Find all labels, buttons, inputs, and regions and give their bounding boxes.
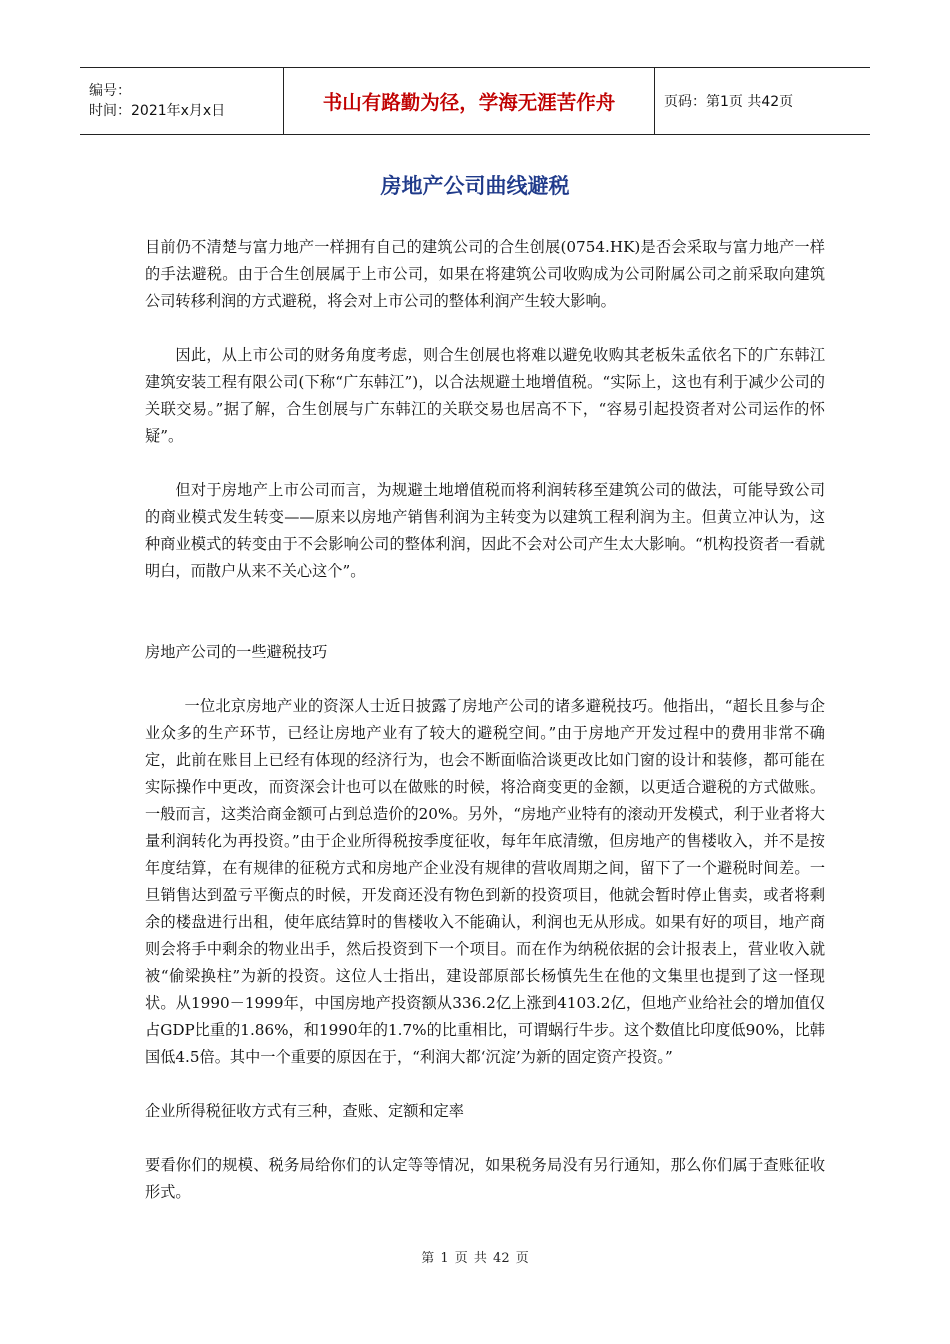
paragraph-3: 但对于房地产上市公司而言，为规避土地增值税而将利润转移至建筑公司的做法，可能导致公司的商业模式发生转变——原来以房地产销售利润为主转变为以建筑工程利润为主。但黄立冲认为，这种商业模式的转变由于不会影响公司的整体利润，因此不会对公司产生太大影响。“机构投资者一看就明白，而散户从来不关心这个”。 [145,481,825,580]
document-title: 房地产公司曲线避税 [380,174,570,198]
header-table [80,67,870,135]
header-motto-cell [283,68,655,134]
header-page-cell [655,68,870,134]
paragraph-5: 企业所得税征收方式有三种，查账、定额和定率 [145,1102,464,1120]
header-info-cell [80,68,283,134]
paragraph-1: 目前仍不清楚与富力地产一样拥有自己的建筑公司的合生创展(0754.HK)是否会采取与富力地产一样的手法避税。由于合生创展属于上市公司，如果在将建筑公司收购成为公司附属公司之前采取向建筑公司转移利润的方式避税，将会对上市公司的整体利润产生较大影响。 [145,238,825,310]
paragraph-4: 一位北京房地产业的资深人士近日披露了房地产公司的诸多避税技巧。他指出，“超长且参与企业众多的生产环节，已经让房地产业有了较大的避税空间。”由于房地产开发过程中的费用非常不确定，此前在账目上已经有体现的经济行为，也会不断面临洽谈更改比如门窗的设计和装修，都可能在实际操作中更改，而资深会计也可以在做账的时候，将洽商变更的金额，以更适合避税的方式做账。一般而言，这类洽商金额可占到总造价的20%。另外，“房地产业特有的滚动开发模式，利于业者将大量利润转化为再投资。”由于企业所得税按季度征收，每年年底清缴，但房地产的售楼收入，并不是按年度结算，在有规律的征税方式和房地产企业没有规律的营收周期之间，留下了一个避税时间差。一旦销售达到盈亏平衡点的时候，开发商还没有物色到新的投资项目，他就会暂时停止售卖，或者将剩余的楼盘进行出租，使年底结算时的售楼收入不能确认，利润也无从形成。如果有好的项目，地产商则会将手中剩余的物业出手，然后投资到下一个项目。而在作为纳税依据的会计报表上，营业收入就被“偷梁换柱”为新的投资。这位人士指出，建设部原部长杨慎先生在他的文集里也提到了这一怪现状。从1990－1999年，中国房地产投资额从336.2亿上涨到4103.2亿，但地产业给社会的增加值仅占GDP比重的1.86%，和1990年的1.7%的比重相比，可谓蜗行牛步。这个数值比印度低90%，比韩国低4.5倍。其中一个重要的原因在于，“利润大都‘沉淀’为新的固定资产投资。” [145,697,825,1066]
paragraph-2: 因此，从上市公司的财务角度考虑，则合生创展也将难以避免收购其老板朱孟依名下的广东韩江建筑安装工程有限公司(下称“广东韩江”)，以合法规避土地增值税。“实际上，这也有利于减少公司的关联交易。”据了解，合生创展与广东韩江的关联交易也居高不下，“容易引起投资者对公司运作的怀疑”。 [145,346,825,445]
paragraph-6: 要看你们的规模、税务局给你们的认定等等情况，如果税务局没有另行通知，那么你们属于查账征收形式。 [145,1156,825,1201]
header-motto: 书山有路勤为径，学海无涯苦作舟 [322,91,616,114]
document-time-label: 时间：2021年x月x日 [89,103,226,119]
page-footer: 第 1 页 共 42 页 [421,1251,529,1266]
document-body [145,234,825,1206]
section-heading: 房地产公司的一些避税技巧 [145,643,328,661]
document-number-label: 编号： [89,83,131,99]
header-page-label: 页码：第1页 共42页 [664,94,794,110]
